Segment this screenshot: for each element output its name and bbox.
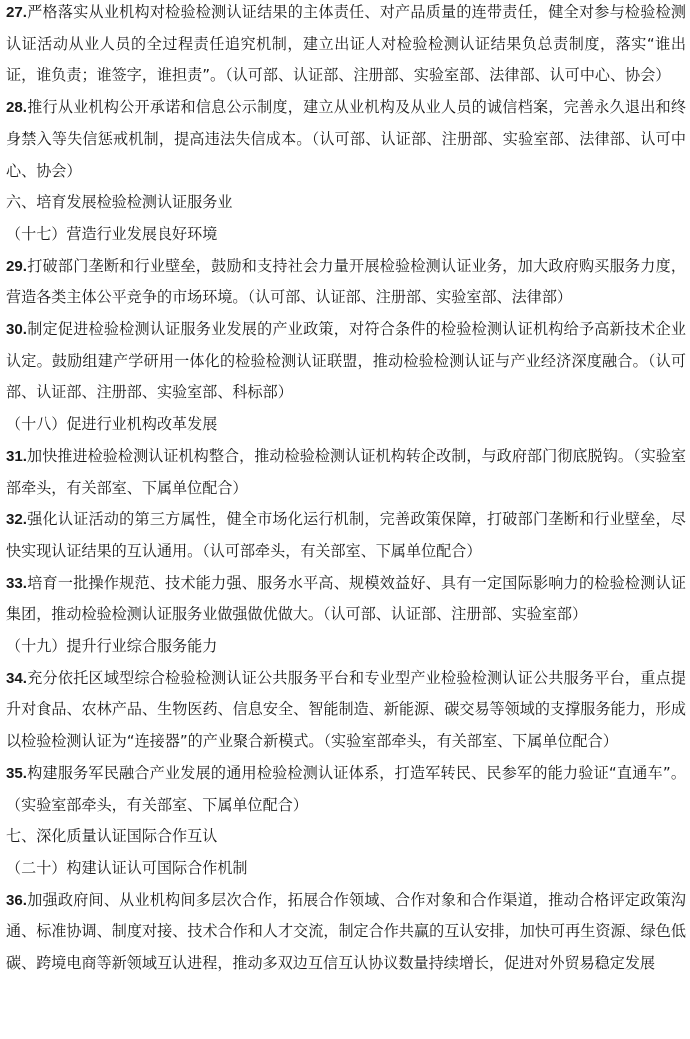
- clause-text: 推行从业机构公开承诺和信息公示制度，建立从业机构及从业人员的诚信档案，完善永久退出和终身禁入等失信惩戒机制，提高违法失信成本。（认可部、认证部、注册部、实验室部、法律部、认可中心、协会）: [6, 98, 686, 180]
- subsection-heading-17: （十七）营造行业发展良好环境: [6, 224, 218, 243]
- clause-text: 打破部门垄断和行业壁垒，鼓励和支持社会力量开展检验检测认证业务，加大政府购买服务力度，营造各类主体公平竞争的市场环境。（认可部、认证部、注册部、实验室部、法律部）: [6, 256, 686, 307]
- clause-number: 29.: [6, 257, 27, 275]
- clause-text: 构建服务军民融合产业发展的通用检验检测认证体系，打造军转民、民参军的能力验证“直通车”。（实验室部牵头，有关部室、下属单位配合）: [6, 763, 686, 814]
- clause-29: [6, 251, 686, 314]
- clause-number: 30.: [6, 321, 27, 339]
- subsection-heading-18: （十八）促进行业机构改革发展: [6, 415, 218, 434]
- clause-text: 强化认证活动的第三方属性，健全市场化运行机制，完善政策保障，打破部门垄断和行业壁垒，尽快实现认证结果的互认通用。（认可部牵头，有关部室、下属单位配合）: [6, 510, 686, 560]
- clause-text: 加快推进检验检测认证机构整合，推动检验检测认证机构转企改制，与政府部门彻底脱钩。（实验室部牵头，有关部室、下属单位配合）: [6, 446, 686, 497]
- clause-text: 严格落实从业机构对检验检测认证结果的主体责任、对产品质量的连带责任，健全对参与检验检测认证活动从业人员的全过程责任追究机制，建立出证人对检验检测认证结果负总责制度，落实“谁出证，谁负责；谁签字，谁担责”。（认可部、认证部、注册部、实验室部、法律部、认可中心、协会）: [6, 3, 686, 85]
- clause-number: 31.: [6, 447, 27, 465]
- clause-text: 充分依托区域型综合检验检测认证公共服务平台和专业型产业检验检测认证公共服务平台，重点提升对食品、农林产品、生物医药、信息安全、智能制造、新能源、碳交易等领域的支撑服务能力，形成以检验检测认证为“连接器”的产业聚合新模式。（实验室部牵头，有关部室、下属单位配合）: [6, 668, 686, 751]
- clause-text: 加强政府间、从业机构间多层次合作，拓展合作领域、合作对象和合作渠道，推动合格评定政策沟通、标准协调、制度对接、技术合作和人才交流，制定合作共赢的互认安排，加快可再生资源、绿色低碳、跨境电商等新领域互认进程，推动多双边互信互认协议数量持续增长，促进对外贸易稳定发展: [6, 890, 686, 973]
- clause-30: [6, 314, 686, 409]
- clause-27: [6, 0, 686, 92]
- clause-number: 34.: [6, 669, 27, 687]
- clause-text: 培育一批操作规范、技术能力强、服务水平高、规模效益好、具有一定国际影响力的检验检测认证集团，推动检验检测认证服务业做强做优做大。（认可部、认证部、注册部、实验室部）: [6, 573, 686, 624]
- clause-33: [6, 568, 686, 631]
- subsection-heading-19: （十九）提升行业综合服务能力: [6, 637, 218, 656]
- clause-number: 35.: [6, 764, 27, 782]
- clause-34: [6, 663, 686, 758]
- document-body: [6, 0, 686, 980]
- clause-32: [6, 504, 686, 567]
- subsection-heading-20: （二十）构建认证认可国际合作机制: [6, 858, 248, 877]
- section-heading-6: 六、培育发展检验检测认证服务业: [6, 193, 233, 212]
- clause-number: 27.: [6, 4, 27, 21]
- clause-number: 36.: [6, 891, 27, 909]
- clause-number: 28.: [6, 99, 27, 117]
- clause-number: 32.: [6, 511, 27, 529]
- clause-36: [6, 885, 686, 980]
- clause-28: [6, 92, 686, 187]
- section-heading-7: 七、深化质量认证国际合作互认: [6, 827, 218, 846]
- clause-31: [6, 441, 686, 504]
- clause-35: [6, 758, 686, 821]
- clause-text: 制定促进检验检测认证服务业发展的产业政策，对符合条件的检验检测认证机构给予高新技术企业认定。鼓励组建产学研用一体化的检验检测认证联盟，推动检验检测认证与产业经济深度融合。（认可部、认证部、注册部、实验室部、科标部）: [6, 320, 686, 402]
- clause-number: 33.: [6, 574, 27, 592]
